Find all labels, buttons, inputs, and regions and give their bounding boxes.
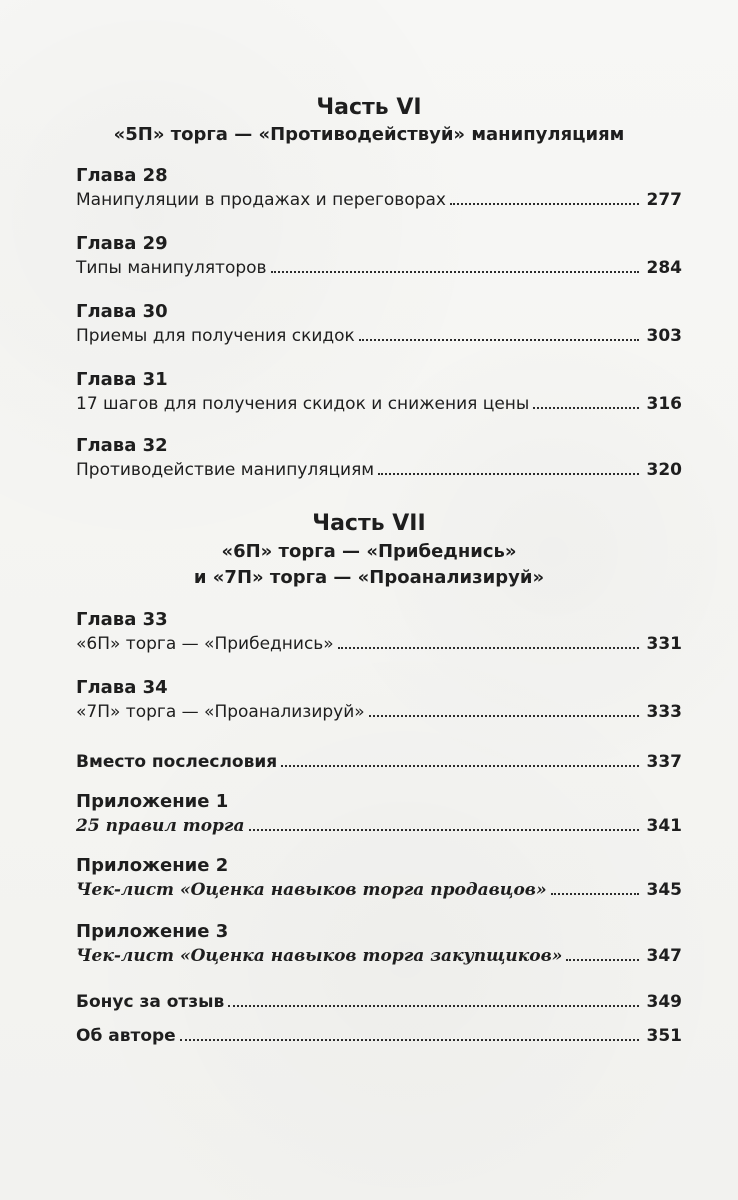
toc-entry-afterword[interactable] <box>76 748 682 772</box>
page-number: 341 <box>646 816 682 837</box>
appendix-2-label: Приложение 2 <box>76 855 229 876</box>
toc-entry-chapter-28[interactable] <box>76 186 682 210</box>
toc-entry-appendix-2[interactable] <box>76 876 682 900</box>
dot-leader <box>369 715 639 717</box>
toc-entry-chapter-32[interactable] <box>76 456 682 480</box>
toc-entry-about-author[interactable] <box>76 1022 682 1046</box>
dot-leader <box>533 407 638 409</box>
dot-leader <box>378 473 638 475</box>
toc-entry-title: Вместо послесловия <box>76 752 278 773</box>
page-number: 349 <box>646 992 682 1013</box>
page-number: 331 <box>646 634 682 655</box>
toc-entry-title: Чек-лист «Оценка навыков торга закупщиков» <box>76 946 563 967</box>
part-vii-title: Часть VII <box>312 511 426 536</box>
chapter-29-label: Глава 29 <box>76 233 168 254</box>
dot-leader <box>271 271 639 273</box>
part-vi-title: Часть VI <box>316 95 422 120</box>
page-number: 320 <box>646 460 682 481</box>
page-number: 337 <box>646 752 682 773</box>
toc-entry-chapter-34[interactable] <box>76 698 682 722</box>
dot-leader <box>281 765 638 767</box>
toc-entry-title: Противодействие манипуляциям <box>76 460 375 481</box>
toc-entry-chapter-30[interactable] <box>76 322 682 346</box>
dot-leader <box>228 1005 638 1007</box>
page-number: 351 <box>646 1026 682 1047</box>
toc-entry-chapter-33[interactable] <box>76 630 682 654</box>
part-vii-subtitle-line-1: «6П» торга — «Прибеднись» <box>221 541 517 562</box>
toc-entry-title: «7П» торга — «Проанализируй» <box>76 702 365 723</box>
dot-leader <box>566 959 638 961</box>
toc-entry-title: 17 шагов для получения скидок и снижения цены <box>76 394 530 415</box>
toc-entry-title: 25 правил торга <box>76 816 245 837</box>
toc-entry-title: Чек-лист «Оценка навыков торга продавцов» <box>76 880 547 901</box>
toc-entry-chapter-29[interactable] <box>76 254 682 278</box>
page-number: 333 <box>646 702 682 723</box>
toc-entry-appendix-1[interactable] <box>76 812 682 836</box>
appendix-1-label: Приложение 1 <box>76 791 229 812</box>
chapter-34-label: Глава 34 <box>76 677 168 698</box>
page-number: 347 <box>646 946 682 967</box>
toc-entry-title: Типы манипуляторов <box>76 258 267 279</box>
dot-leader <box>180 1039 639 1041</box>
chapter-31-label: Глава 31 <box>76 369 168 390</box>
page-number: 284 <box>646 258 682 279</box>
toc-entry-title: Об авторе <box>76 1026 176 1047</box>
page-number: 277 <box>646 190 682 211</box>
dot-leader <box>359 339 639 341</box>
toc-entry-chapter-31[interactable] <box>76 390 682 414</box>
page-number: 303 <box>646 326 682 347</box>
toc-entry-title: Бонус за отзыв <box>76 992 225 1013</box>
dot-leader <box>338 647 639 649</box>
appendix-3-label: Приложение 3 <box>76 921 229 942</box>
part-vi-subtitle: «5П» торга — «Противодействуй» манипуляциям <box>113 124 625 145</box>
toc-entry-review-bonus[interactable] <box>76 988 682 1012</box>
toc-entry-appendix-3[interactable] <box>76 942 682 966</box>
chapter-33-label: Глава 33 <box>76 609 168 630</box>
dot-leader <box>450 203 639 205</box>
toc-entry-title: Приемы для получения скидок <box>76 326 355 347</box>
dot-leader <box>551 893 639 895</box>
chapter-28-label: Глава 28 <box>76 165 168 186</box>
chapter-30-label: Глава 30 <box>76 301 168 322</box>
page-number: 345 <box>646 880 682 901</box>
toc-entry-title: «6П» торга — «Прибеднись» <box>76 634 334 655</box>
toc-entry-title: Манипуляции в продажах и переговорах <box>76 190 446 211</box>
chapter-32-label: Глава 32 <box>76 435 168 456</box>
dot-leader <box>249 829 639 831</box>
page-number: 316 <box>646 394 682 415</box>
part-vii-subtitle-line-2: и «7П» торга — «Проанализируй» <box>193 567 545 588</box>
